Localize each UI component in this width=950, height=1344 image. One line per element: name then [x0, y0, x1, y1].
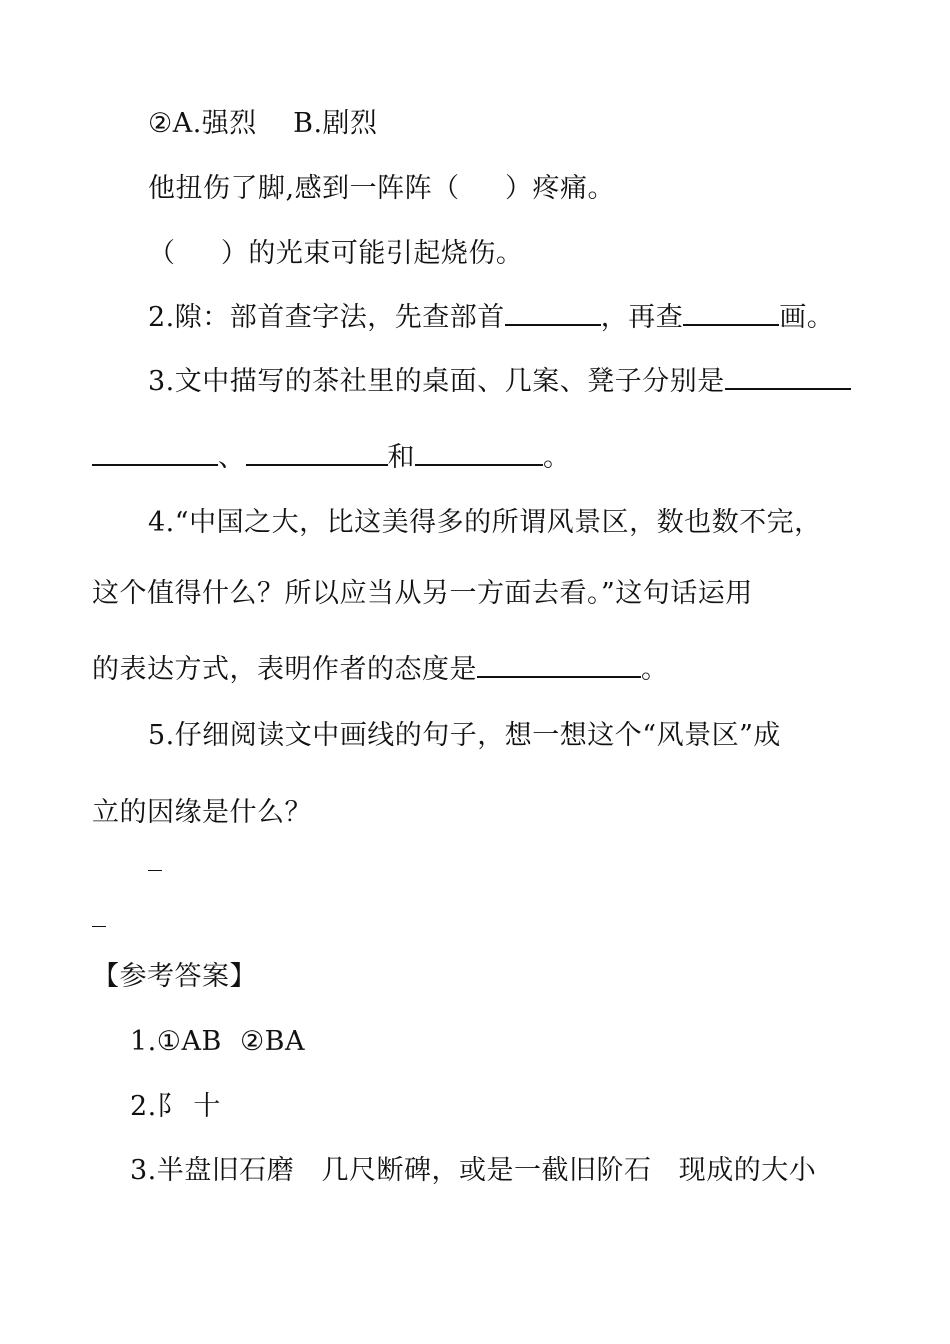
q1-sentence-b: （ ）的光束可能引起烧伤。	[148, 238, 524, 269]
q5-line-2: 立的因缘是什么？	[92, 797, 312, 828]
q5-line-1: 5.仔细阅读文中画线的句子，想一想这个“风景区”成	[148, 720, 781, 751]
q2-text-2: ，再查	[600, 302, 684, 333]
answer-3: 3.半盘旧石磨 几尺断碑，或是一截旧阶石 现成的大小	[130, 1155, 817, 1186]
q3-sep-2: 和	[387, 442, 415, 473]
q3-end: 。	[543, 442, 571, 473]
answers-heading: 【参考答案】	[92, 961, 257, 992]
q3-blank-1b[interactable]	[92, 440, 218, 466]
q3-blank-3[interactable]	[415, 440, 543, 466]
q3-line-2	[92, 440, 571, 476]
q1-sentence-a: 他扭伤了脚,感到一阵阵（ ）疼痛。	[148, 173, 615, 204]
answer-1: 1.①AB ②BA	[130, 1026, 306, 1057]
q2-text-3: 画。	[779, 302, 835, 333]
q4-end: 。	[641, 654, 669, 685]
answer-line-1[interactable]	[148, 870, 162, 871]
q3-sep-1: 、	[218, 442, 246, 473]
answer-line-2[interactable]	[92, 926, 106, 927]
answer-2: 2.阝 十	[130, 1091, 221, 1122]
q3-text-1: 3.文中描写的茶社里的桌面、几案、凳子分别是	[148, 366, 725, 397]
q1-options-line: ②A.强烈 B.剧烈	[148, 108, 378, 139]
q4-line-1: 4.“中国之大，比这美得多的所谓风景区，数也数不完，	[148, 507, 822, 538]
q2-line	[148, 300, 834, 336]
q2-blank-radical[interactable]	[505, 300, 601, 326]
q4-line-3	[92, 652, 669, 688]
q3-blank-2[interactable]	[246, 440, 388, 466]
q4-text-3: 的表达方式，表明作者的态度是	[92, 654, 477, 685]
q2-blank-strokes[interactable]	[683, 300, 779, 326]
q3-blank-1a[interactable]	[725, 364, 851, 390]
q3-line-1	[148, 364, 851, 400]
q4-line-2: 这个值得什么？所以应当从另一方面去看。”这句话运用	[92, 578, 753, 609]
q4-blank-attitude[interactable]	[477, 652, 641, 678]
q2-text-1: 2.隙：部首查字法，先查部首	[148, 302, 505, 333]
